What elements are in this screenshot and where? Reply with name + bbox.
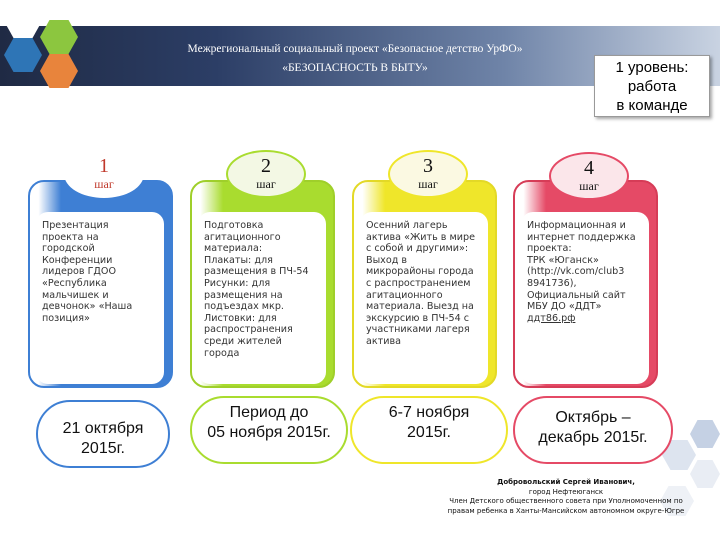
period-line: 2015г. xyxy=(407,424,451,441)
author-name: Добровольский Сергей Иванович, xyxy=(497,478,635,486)
step-line: Официальный сайт xyxy=(527,289,626,301)
step-line: МБУ ДО «ДДТ» xyxy=(527,301,602,313)
step-line: распространения xyxy=(204,324,293,336)
step-line: агитационного xyxy=(366,289,443,301)
step-line: «Республика xyxy=(42,277,107,289)
page-title xyxy=(100,40,610,78)
step-line: подъездах мкр. xyxy=(204,301,284,313)
step-line: размещения в ПЧ-54 xyxy=(204,266,309,278)
step-line: Листовки: для xyxy=(204,312,277,324)
period-line: декабрь 2015г. xyxy=(538,429,648,446)
step-card-3 xyxy=(352,180,497,388)
period-line: 6-7 ноября xyxy=(388,404,470,421)
author-role: правам ребенка в Ханты-Мансийском автономном округе-Югре xyxy=(447,506,685,515)
step-card-2 xyxy=(190,180,335,388)
author-block xyxy=(410,478,720,516)
step-line: микрорайоны города xyxy=(366,266,474,278)
step-line: Презентация xyxy=(42,220,109,231)
step-line: Выход в xyxy=(366,254,408,266)
step-badge-1 xyxy=(64,150,144,198)
author-role: Член Детского общественного совета при Уполномоченном по xyxy=(449,497,683,505)
step-line: с собой и другими»: xyxy=(366,243,469,255)
period-line: 05 ноября 2015г. xyxy=(207,424,331,441)
step-line: среди жителей xyxy=(204,335,282,347)
step-line: 8941736), xyxy=(527,277,577,289)
period-line: 2015г. xyxy=(81,440,125,457)
step-line: агитационного xyxy=(204,231,281,243)
step-line: с распространением xyxy=(366,277,471,289)
step-word: шаг xyxy=(256,177,276,191)
step-line: материала: xyxy=(204,243,263,255)
step-line: актива «Жить в мире xyxy=(366,231,475,243)
title-subline: «БЕЗОПАСНОСТЬ В БЫТУ» xyxy=(282,62,428,74)
level-line: в команде xyxy=(616,97,688,114)
level-line: 1 уровень: xyxy=(615,59,689,76)
period-line: Октябрь – xyxy=(555,409,631,426)
step-line: Рисунки: для xyxy=(204,277,271,289)
step-line: лидеров ГДОО xyxy=(42,266,117,278)
step-line: Осенний лагерь xyxy=(366,220,448,231)
step-4-period xyxy=(513,396,673,464)
step-line: Подготовка xyxy=(204,220,264,231)
step-line: участниками лагеря xyxy=(366,324,470,336)
step-1-period xyxy=(36,400,170,468)
step-line: проекта: xyxy=(527,243,572,255)
step-line: позиция» xyxy=(42,312,90,324)
period-line: 21 октября xyxy=(62,420,144,437)
author-city: город Нефтеюганск xyxy=(528,487,604,496)
step-line: девчонок» «Наша xyxy=(42,301,133,313)
step-card-1 xyxy=(28,180,173,388)
step-badge-4 xyxy=(549,152,629,200)
step-line: материала. Выезд на xyxy=(366,301,474,313)
step-line: города xyxy=(204,347,240,359)
step-line: (http://vk.com/club3 xyxy=(527,266,625,278)
step-line: проекта на xyxy=(42,231,99,243)
step-number: 3 xyxy=(423,155,433,177)
step-line: Информационная и xyxy=(527,220,626,231)
step-line: мальчишек и xyxy=(42,289,109,301)
period-line: Период до xyxy=(229,404,309,421)
level-line: работа xyxy=(627,78,677,95)
step-line: городской xyxy=(42,243,95,255)
step-2-text xyxy=(198,212,326,384)
step-number: 1 xyxy=(99,155,109,177)
step-line: экскурсию в ПЧ-54 с xyxy=(366,312,470,324)
hexagon-decor-icon xyxy=(690,420,720,448)
step-line: актива xyxy=(366,335,402,347)
title-line: Межрегиональный социальный проект «Безопасное детство УрФО» xyxy=(187,43,523,55)
step-word: шаг xyxy=(579,179,599,193)
step-badge-3 xyxy=(388,150,468,198)
step-number: 2 xyxy=(261,155,271,177)
step-4-text xyxy=(521,212,649,384)
step-3-text xyxy=(360,212,488,384)
level-box xyxy=(594,55,710,117)
step-line[interactable]: ддт86.рф xyxy=(527,312,576,324)
step-badge-2 xyxy=(226,150,306,198)
step-2-period xyxy=(190,396,348,464)
step-3-period xyxy=(350,396,508,464)
step-line: размещения на xyxy=(204,289,283,301)
step-number: 4 xyxy=(584,157,594,179)
step-line: Плакаты: для xyxy=(204,254,273,266)
step-line: ТРК «Юганск» xyxy=(527,254,599,266)
step-word: шаг xyxy=(418,177,438,191)
step-line: интернет поддержка xyxy=(527,231,636,243)
step-line: Конференции xyxy=(42,254,113,266)
step-1-text xyxy=(36,212,164,384)
step-card-4 xyxy=(513,180,658,388)
step-word: шаг xyxy=(94,177,114,191)
